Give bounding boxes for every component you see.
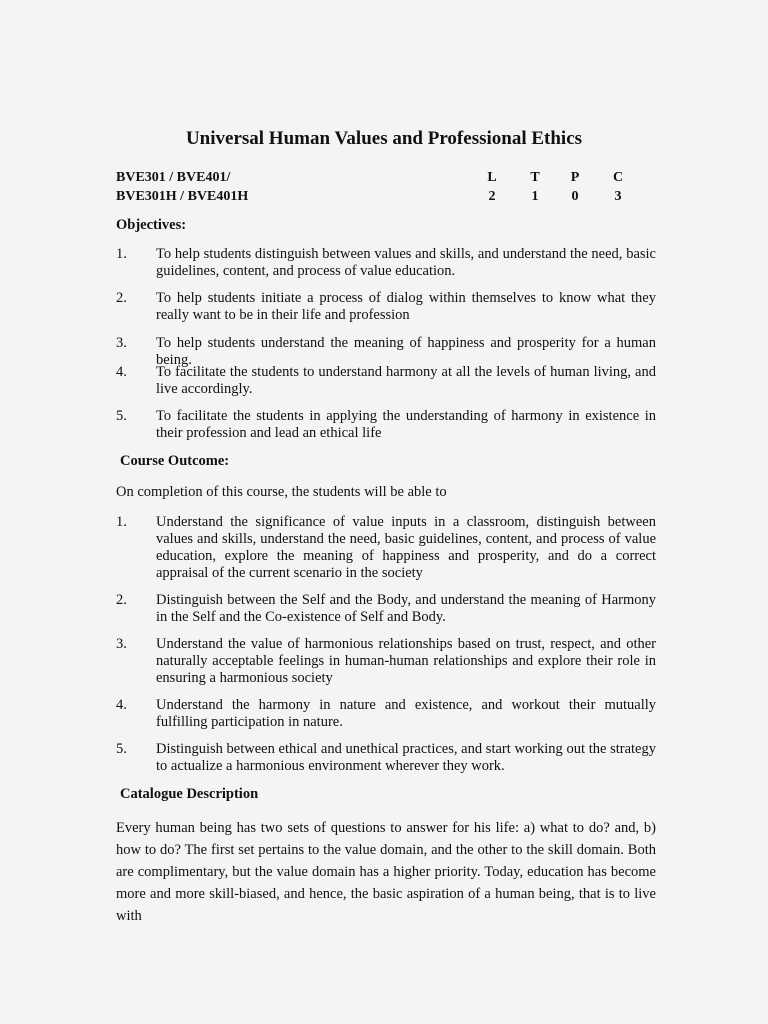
item-number: 2. bbox=[116, 592, 127, 608]
ltpc-label: P bbox=[570, 170, 580, 185]
course-outcome-intro: On completion of this course, the students will be able to bbox=[116, 484, 447, 500]
course-codes bbox=[116, 168, 248, 206]
ltpc-label: L bbox=[487, 170, 497, 185]
item-text: Distinguish between ethical and unethical practices, and start working out the strategy to actualize a harmonious environment wherever they work. bbox=[156, 741, 656, 774]
course-code-line2: BVE301H / BVE401H bbox=[116, 189, 249, 204]
ltpc-value: 2 bbox=[488, 189, 496, 204]
item-number: 1. bbox=[116, 514, 127, 530]
item-number: 1. bbox=[116, 246, 127, 262]
ltpc-label: C bbox=[612, 170, 624, 185]
item-text: To help students initiate a process of dialog within themselves to know what they really want to be in their life and profession bbox=[156, 290, 656, 323]
ltpc-t bbox=[525, 168, 545, 206]
ltpc-p bbox=[565, 168, 585, 206]
item-text: Understand the harmony in nature and existence, and workout their mutually fulfilling participation in nature. bbox=[156, 697, 656, 730]
course-code-line1: BVE301 / BVE401/ bbox=[116, 170, 231, 185]
item-number: 3. bbox=[116, 636, 127, 652]
ltpc-value: 1 bbox=[531, 189, 539, 204]
item-number: 3. bbox=[116, 335, 127, 351]
ltpc-value: 0 bbox=[571, 189, 579, 204]
item-number: 4. bbox=[116, 697, 127, 713]
course-outcome-heading: Course Outcome: bbox=[120, 453, 230, 469]
item-number: 5. bbox=[116, 741, 127, 757]
catalogue-description: Every human being has two sets of questions to answer for his life: a) what to do? and, b) how to do? The first set pertains to the value domain, and the other to the skill domain. Both are complimentary, but the value domain has a higher priority. Today, education has become more and more skill-biased, and hence, the basic aspiration of a human being, that is to live with bbox=[116, 820, 656, 924]
item-text: To help students distinguish between values and skills, and understand the need, basic guidelines, content, and process of value education. bbox=[156, 246, 656, 279]
item-text: Understand the value of harmonious relationships based on trust, respect, and other naturally acceptable feelings in human-human relationships and explore their role in ensuring a harmonious society bbox=[156, 636, 656, 686]
item-text: Understand the significance of value inputs in a classroom, distinguish between values and skills, understand the need, basic guidelines, content, and process of value education, explore the meaning of happiness and prosperity, and do a correct appraisal of the current scenario in the society bbox=[156, 514, 656, 581]
ltpc-label: T bbox=[530, 170, 540, 185]
document-title: Universal Human Values and Professional Ethics bbox=[185, 128, 583, 149]
ltpc-c bbox=[608, 168, 628, 206]
item-text: To help students understand the meaning of happiness and prosperity for a human being. bbox=[156, 335, 656, 368]
item-text: To facilitate the students to understand harmony at all the levels of human living, and live accordingly. bbox=[156, 364, 656, 397]
item-number: 2. bbox=[116, 290, 127, 306]
catalogue-heading: Catalogue Description bbox=[120, 786, 259, 802]
item-text: To facilitate the students in applying the understanding of harmony in existence in their profession and lead an ethical life bbox=[156, 408, 656, 441]
item-number: 4. bbox=[116, 364, 127, 380]
item-text: Distinguish between the Self and the Body, and understand the meaning of Harmony in the Self and the Co-existence of Self and Body. bbox=[156, 592, 656, 625]
ltpc-l bbox=[482, 168, 502, 206]
ltpc-value: 3 bbox=[614, 189, 622, 204]
item-number: 5. bbox=[116, 408, 127, 424]
objectives-heading: Objectives: bbox=[116, 217, 187, 233]
